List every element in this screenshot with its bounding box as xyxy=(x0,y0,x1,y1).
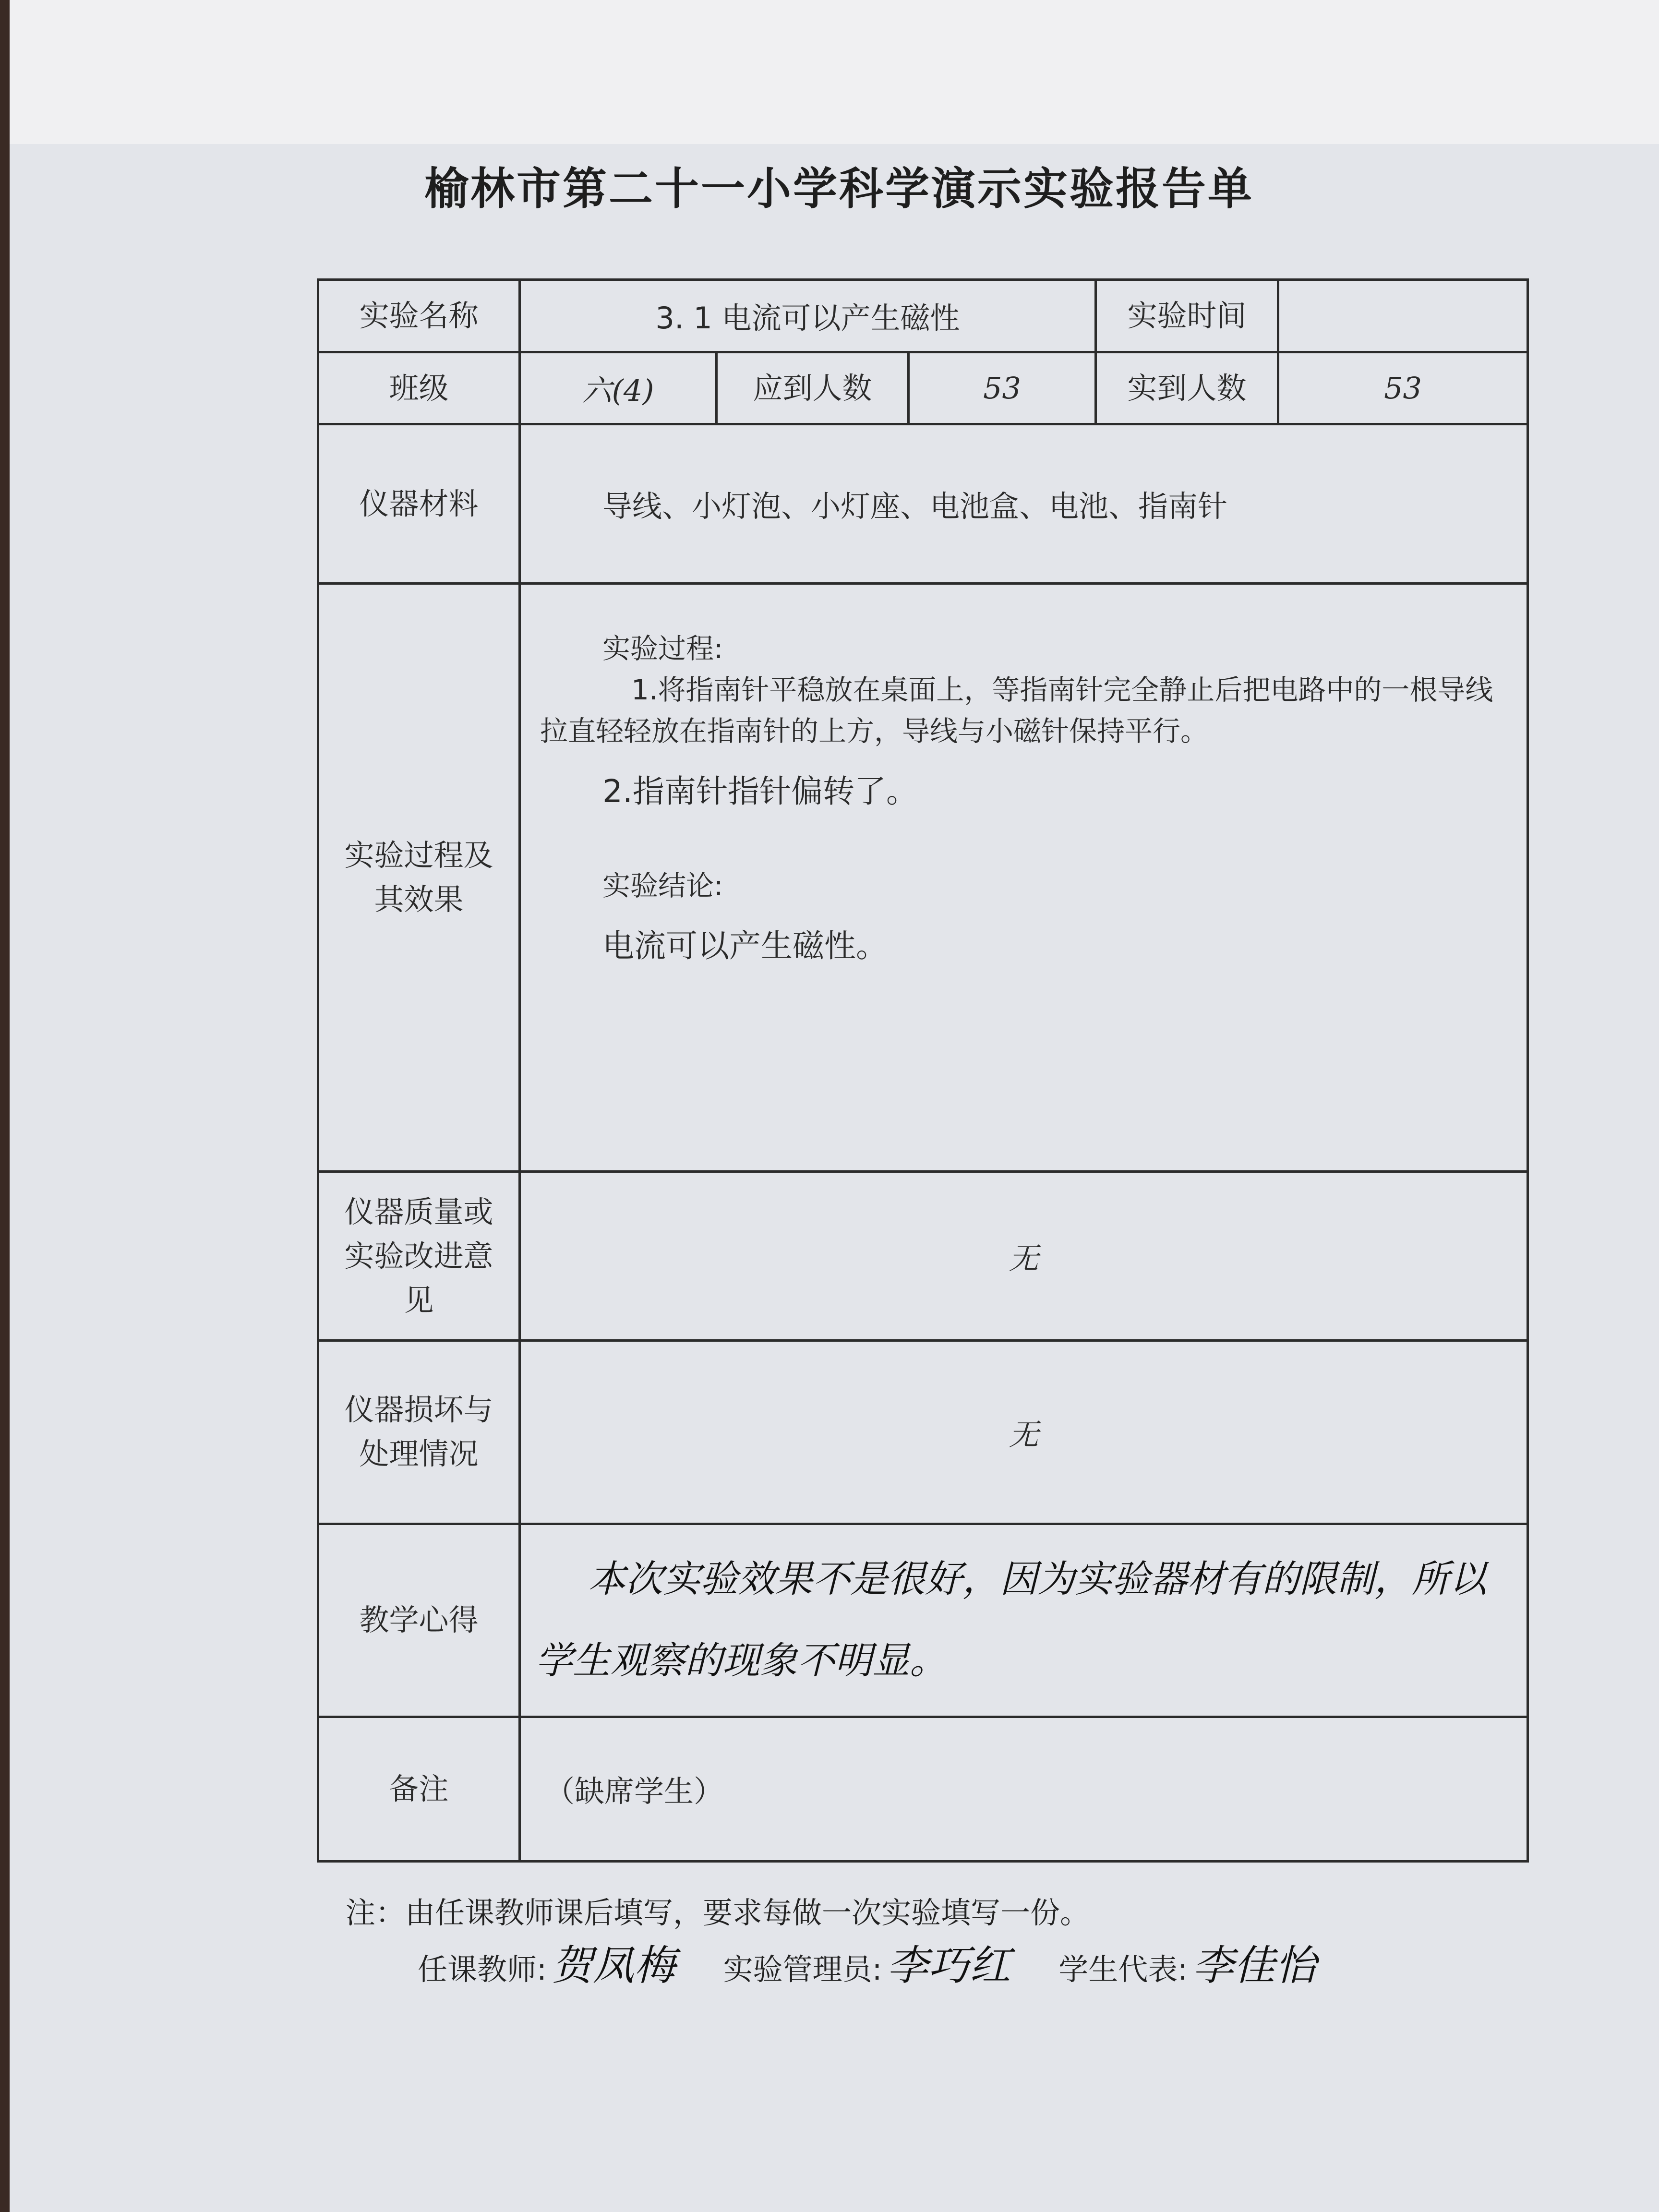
reflection-label: 教学心得 xyxy=(318,1524,520,1717)
row-process xyxy=(318,583,1528,1172)
sheet-back-edge xyxy=(10,0,1659,144)
row-class xyxy=(318,352,1528,424)
materials-label: 仪器材料 xyxy=(318,424,520,584)
process-step-1: 1.将指南针平稳放在桌面上，等指南针完全静止后把电路中的一根导线拉直轻轻放在指南针的上方，导线与小磁针保持平行。 xyxy=(540,673,1493,747)
paper-sheet xyxy=(10,0,1659,2212)
expected-count-value: 53 xyxy=(909,352,1096,424)
row-remarks xyxy=(318,1717,1528,1861)
student-signature: 李佳怡 xyxy=(1192,1942,1317,1990)
process-content xyxy=(520,583,1528,1172)
row-damage xyxy=(318,1341,1528,1524)
quality-value: 无 xyxy=(520,1172,1528,1341)
teacher-label: 任课教师: xyxy=(418,1952,547,1987)
experiment-name-label: 实验名称 xyxy=(318,280,520,352)
actual-count-label: 实到人数 xyxy=(1096,352,1278,424)
damage-value: 无 xyxy=(520,1341,1528,1524)
damage-label: 仪器损坏与处理情况 xyxy=(318,1341,520,1524)
class-value: 六(4) xyxy=(520,352,717,424)
experiment-time-value xyxy=(1278,280,1528,352)
admin-label: 实验管理员: xyxy=(723,1952,882,1987)
remarks-label: 备注 xyxy=(318,1717,520,1861)
process-step-2: 2.指南针指针偏转了。 xyxy=(602,772,918,810)
actual-count-value: 53 xyxy=(1278,352,1528,424)
row-materials xyxy=(318,424,1528,584)
reflection-value: 本次实验效果不是很好，因为实验器材有的限制，所以学生观察的现象不明显。 xyxy=(520,1524,1528,1717)
conclusion-text: 电流可以产生磁性。 xyxy=(602,927,888,964)
row-experiment-name xyxy=(318,280,1528,352)
footer-note: 注：由任课教师课后填写，要求每做一次实验填写一份。 xyxy=(346,1895,1090,1930)
row-reflection xyxy=(318,1524,1528,1717)
process-label: 实验过程及其效果 xyxy=(318,583,520,1172)
teacher-signature: 贺凤梅 xyxy=(551,1942,675,1990)
student-label: 学生代表: xyxy=(1058,1952,1188,1987)
admin-signature: 李巧红 xyxy=(887,1942,1011,1990)
footer-notes xyxy=(346,1887,1546,1996)
form-title: 榆林市第二十一小学科学演示实验报告单 xyxy=(424,163,1254,215)
class-label: 班级 xyxy=(318,352,520,424)
signature-line xyxy=(346,1939,1546,1996)
row-quality xyxy=(318,1172,1528,1341)
process-heading: 实验过程: xyxy=(602,632,723,665)
experiment-time-label: 实验时间 xyxy=(1096,280,1278,352)
quality-label: 仪器质量或实验改进意见 xyxy=(318,1172,520,1341)
expected-count-label: 应到人数 xyxy=(717,352,909,424)
report-table xyxy=(317,278,1529,1863)
experiment-name-value: 3. 1 电流可以产生磁性 xyxy=(520,280,1096,352)
remarks-value: （缺席学生） xyxy=(520,1717,1528,1861)
materials-value: 导线、小灯泡、小灯座、电池盒、电池、指南针 xyxy=(520,424,1528,584)
conclusion-heading: 实验结论: xyxy=(602,869,723,902)
